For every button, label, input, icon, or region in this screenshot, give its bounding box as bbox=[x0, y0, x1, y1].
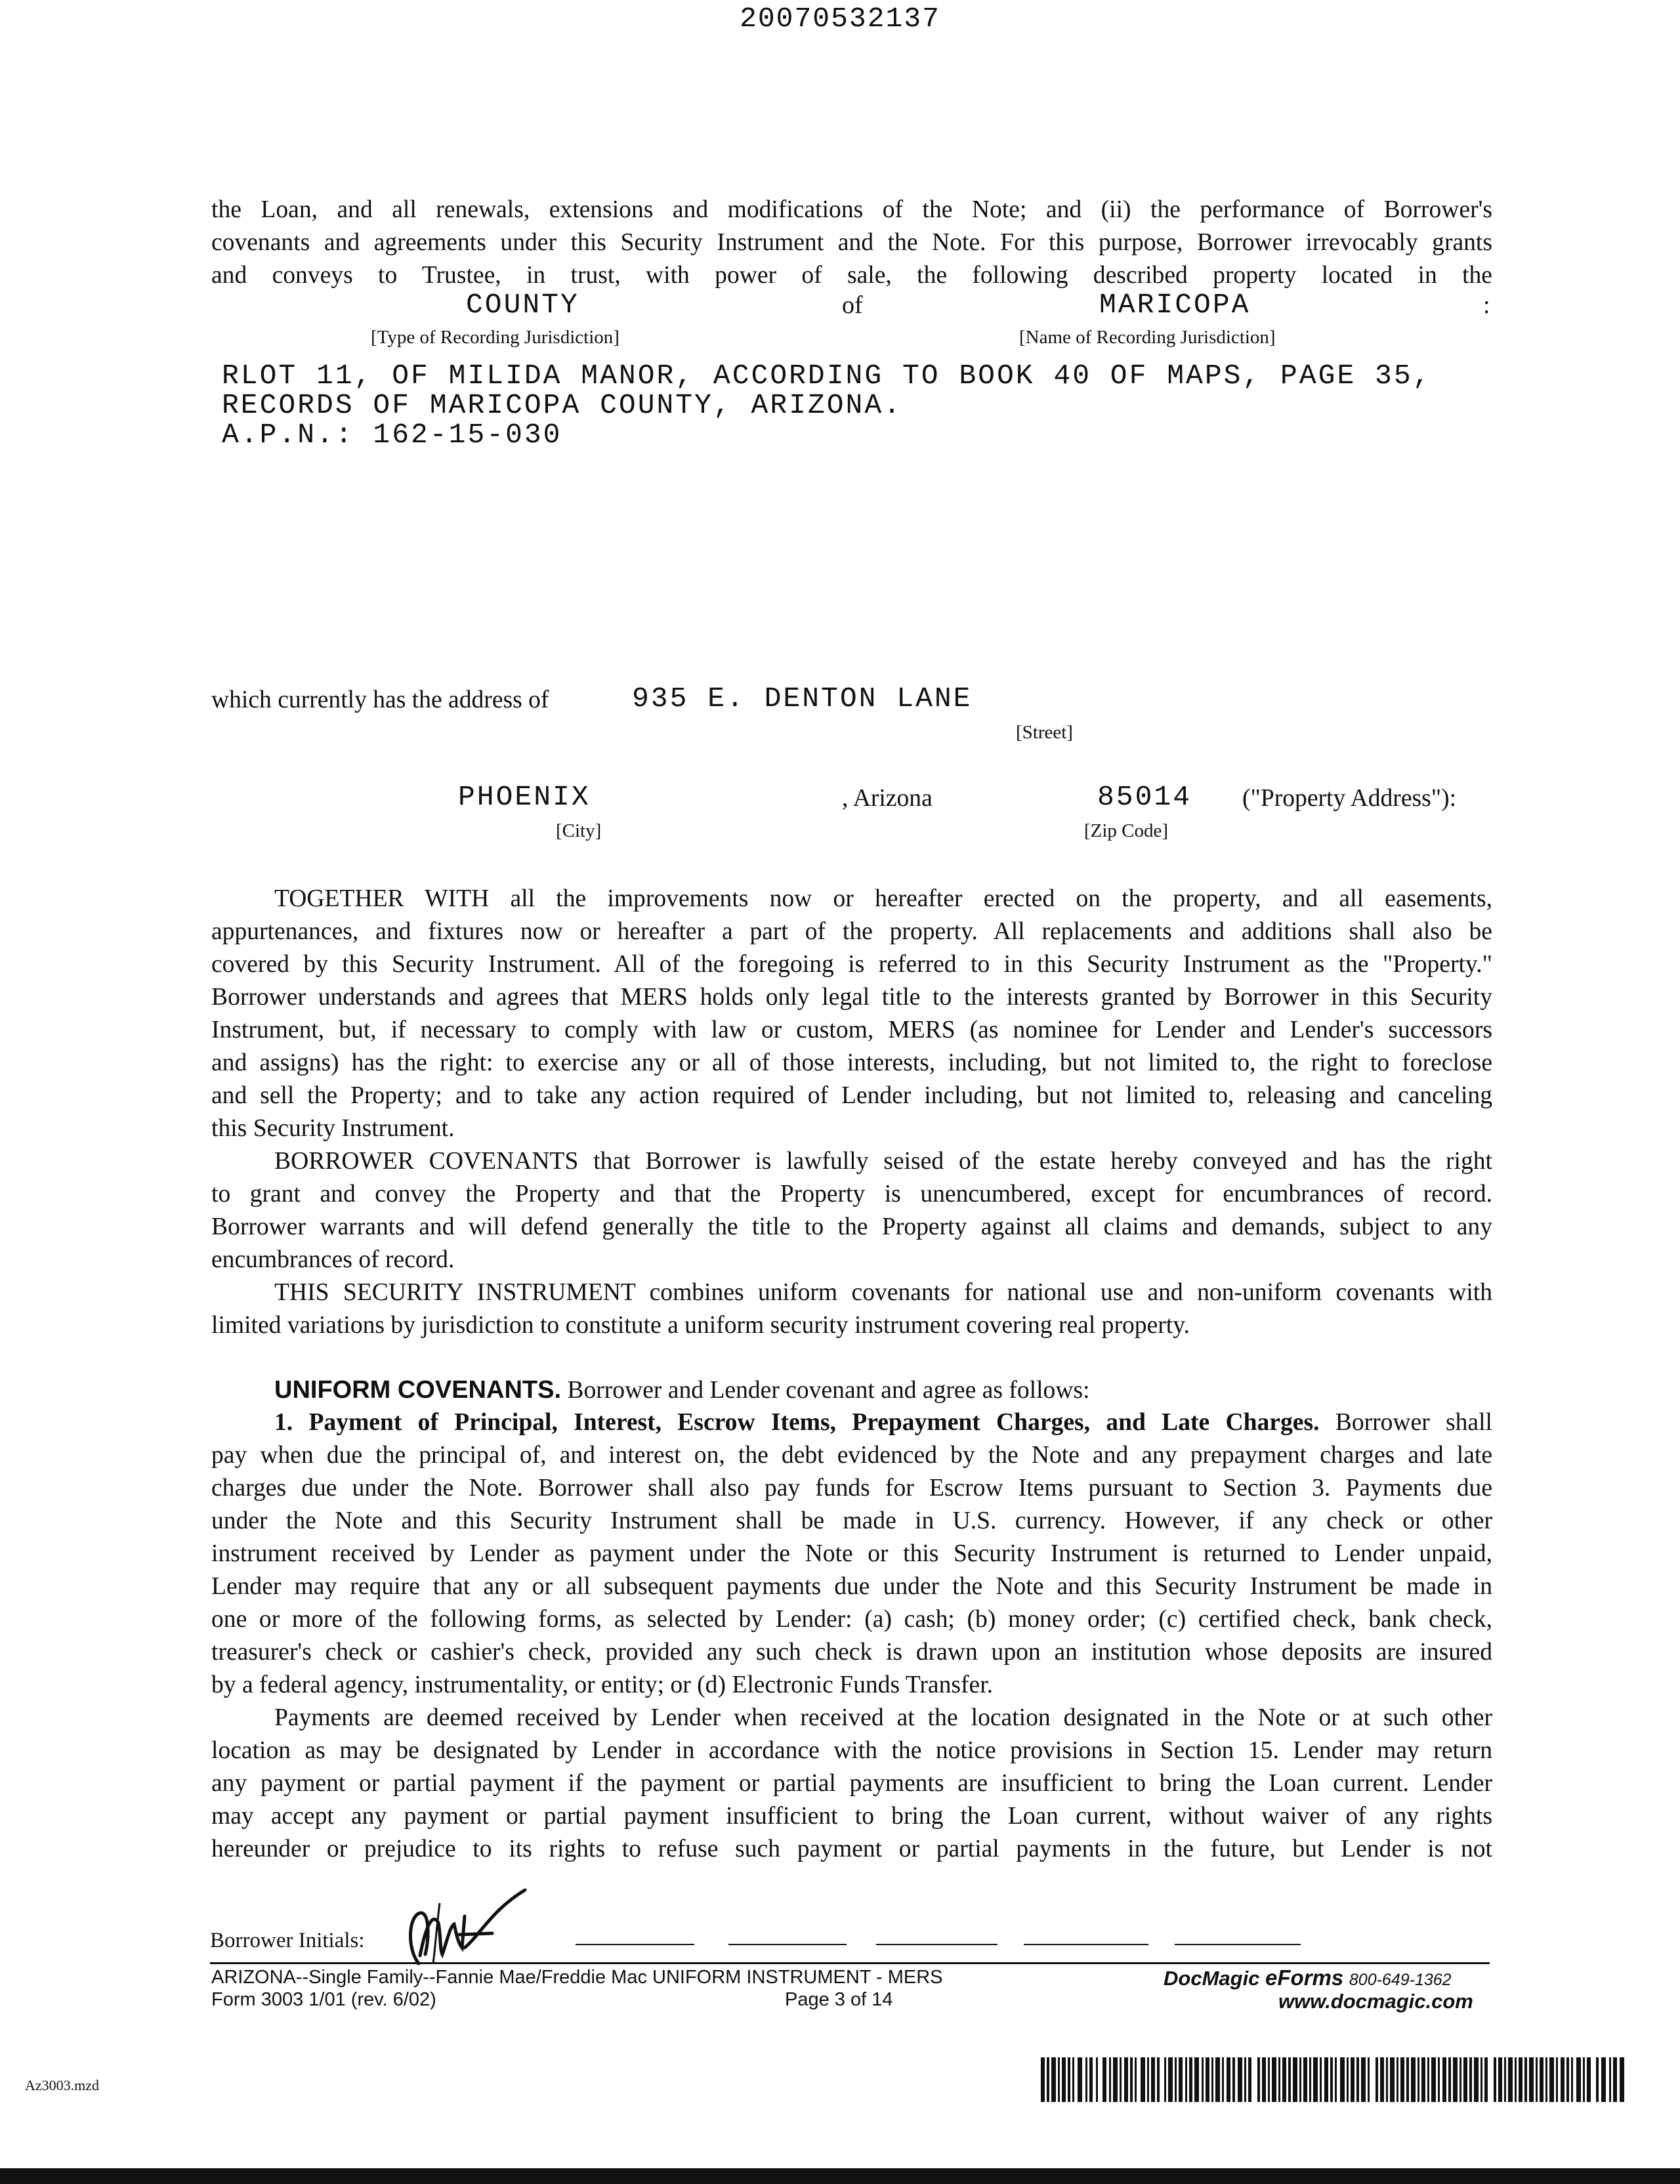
paragraph-line: Lender may require that any or all subsequent payments due under the Note and this Security Instrument be made in bbox=[211, 1573, 1492, 1600]
address-defined-term: ("Property Address"): bbox=[1242, 785, 1457, 812]
jurisdiction-type-value: COUNTY bbox=[466, 289, 579, 321]
legal-description-line: RECORDS OF MARICOPA COUNTY, ARIZONA. bbox=[222, 389, 902, 421]
paragraph-line: encumbrances of record. bbox=[211, 1246, 455, 1273]
jurisdiction-type-label: [Type of Recording Jurisdiction] bbox=[371, 327, 620, 348]
file-code: Az3003.mzd bbox=[25, 2077, 100, 2093]
jurisdiction-of-word: of bbox=[842, 291, 863, 319]
paragraph-line: to grant and convey the Property and that the Property is unencumbered, except for encumbrances of record. bbox=[211, 1181, 1492, 1208]
paragraph-line: appurtenances, and fixtures now or hereafter a part of the property. All replacements and additions shall also be bbox=[211, 918, 1492, 945]
paragraph-line: and sell the Property; and to take any action required of Lender including, but not limited to, releasing and canceling bbox=[211, 1082, 1492, 1109]
form-line-2: Form 3003 1/01 (rev. 6/02) bbox=[211, 1989, 436, 2010]
initials-blank[interactable] bbox=[728, 1944, 847, 1945]
form-line-1: ARIZONA--Single Family--Fannie Mae/Freddie Mac UNIFORM INSTRUMENT - MERS bbox=[211, 1967, 943, 1988]
section-1-title: 1. Payment of Principal, Interest, Escrow Items, Prepayment Charges, and Late Charges. bbox=[274, 1409, 1320, 1436]
uniform-covenants-heading-rest: Borrower and Lender covenant and agree as follows: bbox=[561, 1377, 1090, 1404]
address-zip: 85014 bbox=[1097, 781, 1192, 813]
footer-rule bbox=[210, 1962, 1490, 1964]
initials-blank[interactable] bbox=[1175, 1944, 1301, 1945]
initials-blank[interactable] bbox=[876, 1944, 998, 1945]
document-number: 20070532137 bbox=[740, 3, 940, 35]
paragraph-line: BORROWER COVENANTS that Borrower is lawfully seised of the estate hereby conveyed and has the right bbox=[274, 1148, 1492, 1175]
section-1-title-line bbox=[274, 1406, 1492, 1439]
paragraph-line: limited variations by jurisdiction to constitute a uniform security instrument covering real property. bbox=[211, 1312, 1190, 1339]
intro-line: covenants and agreements under this Security Instrument and the Note. For this purpose, Borrower irrevocably grants bbox=[211, 229, 1492, 256]
address-street-label: [Street] bbox=[1016, 722, 1073, 743]
paragraph-line: and assigns) has the right: to exercise any or all of those interests, including, but not limited to, the right to foreclose bbox=[211, 1049, 1492, 1076]
intro-line: and conveys to Trustee, in trust, with power of sale, the following described property located in the bbox=[211, 262, 1492, 289]
address-lead: which currently has the address of bbox=[211, 686, 549, 713]
docmagic-brand: DocMagic bbox=[1164, 1967, 1260, 1990]
paragraph-line: any payment or partial payment if the payment or partial payments are insufficient to bring the Loan current. Lender bbox=[211, 1770, 1492, 1797]
borrower-initials-signature bbox=[394, 1877, 545, 1975]
paragraph-line: one or more of the following forms, as selected by Lender: (a) cash; (b) money order; (c) certified check, bank check, bbox=[211, 1606, 1492, 1633]
borrower-initials-label: Borrower Initials: bbox=[210, 1929, 365, 1952]
paragraph-line: may accept any payment or partial payment insufficient to bring the Loan current, without waiver of any rights bbox=[211, 1803, 1492, 1830]
docmagic-forms-logo: eForms bbox=[1265, 1965, 1344, 1990]
paragraph-line: pay when due the principal of, and interest on, the debt evidenced by the Note and any prepayment charges and late bbox=[211, 1442, 1492, 1469]
paragraph-line: instrument received by Lender as payment under the Note or this Security Instrument is returned to Lender unpaid, bbox=[211, 1540, 1492, 1567]
paragraph-line: THIS SECURITY INSTRUMENT combines uniform covenants for national use and non-uniform covenants with bbox=[274, 1279, 1492, 1306]
paragraph-line: hereunder or prejudice to its rights to refuse such payment or partial payments in the future, but Lender is not bbox=[211, 1836, 1492, 1862]
docmagic-brand-line bbox=[1164, 1966, 1452, 1992]
jurisdiction-colon: : bbox=[1483, 291, 1490, 319]
uniform-covenants-heading-line bbox=[274, 1374, 1090, 1407]
uniform-covenants-heading: UNIFORM COVENANTS. bbox=[274, 1376, 561, 1404]
intro-line: the Loan, and all renewals, extensions and modifications of the Note; and (ii) the performance of Borrower's bbox=[211, 196, 1492, 223]
paragraph-line: Payments are deemed received by Lender when received at the location designated in the Note or at such other bbox=[274, 1704, 1492, 1731]
docmagic-url: www.docmagic.com bbox=[1278, 1990, 1473, 2013]
legal-description-line: RLOT 11, OF MILIDA MANOR, ACCORDING TO BOOK 40 OF MAPS, PAGE 35, bbox=[222, 360, 1432, 392]
barcode bbox=[1041, 2057, 1626, 2102]
address-city: PHOENIX bbox=[458, 781, 591, 813]
paragraph-line: charges due under the Note. Borrower shall also pay funds for Escrow Items pursuant to Section 3. Payments due bbox=[211, 1475, 1492, 1502]
legal-description-line: A.P.N.: 162-15-030 bbox=[222, 419, 562, 451]
paragraph-line: Borrower warrants and will defend generally the title to the Property against all claims and demands, subject to any bbox=[211, 1213, 1492, 1240]
jurisdiction-name-label: [Name of Recording Jurisdiction] bbox=[1019, 327, 1276, 348]
paragraph-line: under the Note and this Security Instrument shall be made in U.S. currency. However, if any check or other bbox=[211, 1507, 1492, 1534]
scan-edge-bar bbox=[0, 2168, 1680, 2184]
address-city-label: [City] bbox=[556, 820, 602, 841]
address-zip-label: [Zip Code] bbox=[1084, 820, 1169, 841]
docmagic-phone: 800-649-1362 bbox=[1349, 1971, 1452, 1989]
paragraph-line: this Security Instrument. bbox=[211, 1115, 455, 1142]
initials-blank[interactable] bbox=[1024, 1944, 1148, 1945]
address-state: , Arizona bbox=[842, 785, 933, 812]
initials-blank[interactable] bbox=[576, 1944, 694, 1945]
paragraph-line: treasurer's check or cashier's check, provided any such check is drawn upon an institution whose deposits are insured bbox=[211, 1639, 1492, 1666]
page-number: Page 3 of 14 bbox=[785, 1989, 893, 2010]
paragraph-line: covered by this Security Instrument. All of the foregoing is referred to in this Security Instrument as the "Property." bbox=[211, 951, 1492, 978]
section-1-title-rest: Borrower shall bbox=[1319, 1409, 1492, 1436]
paragraph-line: TOGETHER WITH all the improvements now or hereafter erected on the property, and all easements, bbox=[274, 885, 1492, 912]
paragraph-line: by a federal agency, instrumentality, or entity; or (d) Electronic Funds Transfer. bbox=[211, 1671, 994, 1698]
paragraph-line: Instrument, but, if necessary to comply with law or custom, MERS (as nominee for Lender and Lender's successors bbox=[211, 1017, 1492, 1043]
paragraph-line: Borrower understands and agrees that MERS holds only legal title to the interests granted by Borrower in this Security bbox=[211, 984, 1492, 1011]
jurisdiction-name-value: MARICOPA bbox=[1099, 289, 1251, 321]
address-street: 935 E. DENTON LANE bbox=[632, 682, 973, 715]
paragraph-line: location as may be designated by Lender in accordance with the notice provisions in Section 15. Lender may return bbox=[211, 1737, 1492, 1764]
